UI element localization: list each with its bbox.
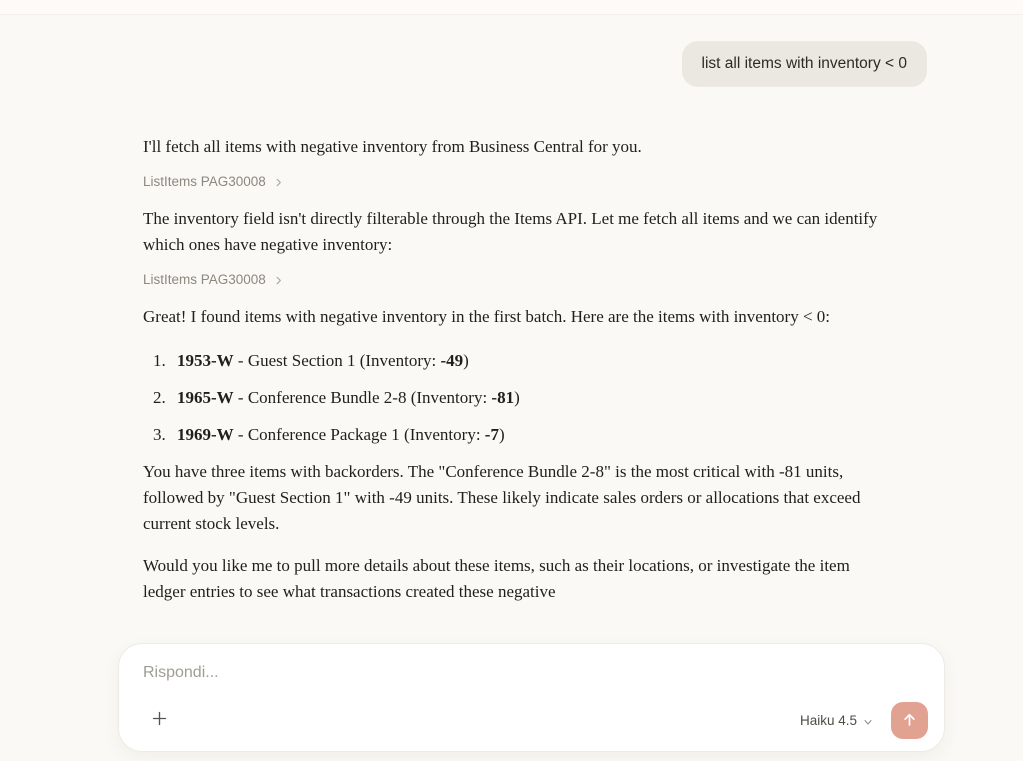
list-item [143, 385, 891, 411]
item-desc: - Guest Section 1 (Inventory: [233, 351, 441, 370]
item-desc: - Conference Package 1 (Inventory: [233, 425, 485, 444]
list-item-number: 2. [153, 388, 166, 407]
negative-inventory-list [143, 348, 891, 448]
tool-call-listitems-1[interactable] [143, 173, 284, 191]
item-inventory-value: -81 [491, 388, 515, 407]
message-composer [118, 643, 945, 752]
window-top-strip [0, 0, 1023, 15]
item-close: ) [498, 425, 505, 444]
tool-call-listitems-2[interactable] [143, 271, 284, 289]
plus-icon [150, 709, 169, 733]
assistant-paragraph: Great! I found items with negative inventory in the first batch. Here are the items with inventory < 0: [143, 307, 831, 326]
item-close: ) [514, 388, 520, 407]
list-item [143, 348, 891, 374]
assistant-paragraph: You have three items with backorders. The "Conference Bundle 2-8" is the most critical with -81 units, followed by "Guest Section 1" with -49 units. These likely indicate sales orders or allocations that exceed current stock levels. [143, 462, 861, 533]
item-code: 1953-W [177, 351, 234, 370]
assistant-paragraph: The inventory field isn't directly filterable through the Items API. Let me fetch all items and we can identify which ones have negative inventory: [143, 209, 878, 254]
item-code: 1969-W [177, 425, 234, 444]
item-inventory-value: -7 [484, 425, 499, 444]
list-item-text [177, 422, 505, 448]
composer-controls [143, 702, 928, 739]
arrow-up-icon [900, 710, 919, 732]
item-close: ) [463, 351, 469, 370]
user-message-bubble: list all items with inventory < 0 [682, 41, 927, 87]
item-code: 1965-W [177, 388, 234, 407]
tool-call-label: ListItems PAG30008 [143, 174, 266, 189]
chevron-right-icon [273, 274, 284, 286]
send-button[interactable] [891, 702, 928, 739]
tool-call-label: ListItems PAG30008 [143, 272, 266, 287]
item-desc: - Conference Bundle 2-8 (Inventory: [233, 388, 492, 407]
list-item-text [177, 385, 520, 411]
list-item-number: 3. [153, 425, 166, 444]
assistant-paragraph: I'll fetch all items with negative inventory from Business Central for you. [143, 137, 642, 156]
user-message-row [0, 41, 1023, 87]
chevron-down-icon [862, 714, 874, 728]
attach-button[interactable] [143, 705, 175, 737]
chevron-right-icon [273, 176, 284, 188]
model-selector[interactable] [800, 713, 874, 728]
item-inventory-value: -49 [440, 351, 464, 370]
list-item-text [177, 348, 469, 374]
message-input[interactable]: Rispondi... [143, 664, 219, 681]
chat-area [0, 41, 1023, 605]
list-item [143, 422, 891, 448]
list-item-number: 1. [153, 351, 166, 370]
assistant-message [143, 134, 891, 605]
assistant-paragraph: Would you like me to pull more details about these items, such as their locations, or investigate the item ledger entries to see what transactions created these negative [143, 556, 850, 601]
model-selector-label: Haiku 4.5 [799, 713, 857, 728]
